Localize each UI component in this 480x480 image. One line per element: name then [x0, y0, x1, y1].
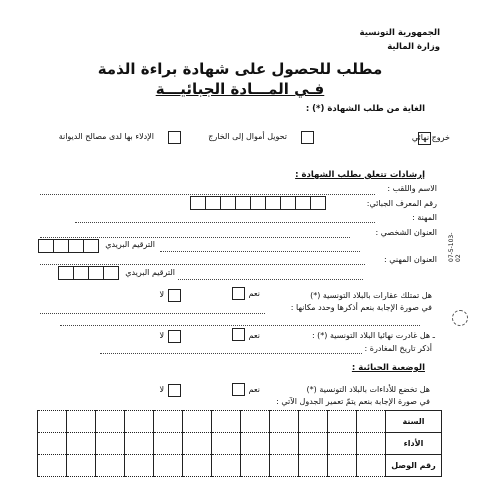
work-address-label: العنوان المهني : [384, 255, 437, 264]
personal-postal-boxes[interactable] [38, 239, 99, 253]
purpose-heading: الغاية من طلب الشهادة (*) : [305, 104, 425, 114]
applicant-heading: إرشادات تتعلق بطلب الشهادة : [295, 170, 425, 180]
stamp-icon [452, 310, 468, 326]
tax-yes-label: نعم [248, 385, 260, 394]
purpose-customs-checkbox[interactable] [168, 131, 181, 144]
row-header-year: السنة [386, 411, 442, 433]
left-no-checkbox[interactable] [168, 330, 181, 343]
table-row [38, 411, 442, 433]
name-field[interactable] [40, 194, 375, 195]
table-row [38, 433, 442, 455]
property-yes-label: نعم [248, 289, 260, 298]
work-postal-label: الترقيم البريدي [125, 268, 175, 277]
left-yes-label: نعم [248, 331, 260, 340]
ministry-name: وزارة المالية [387, 42, 440, 52]
purpose-customs-label: الإدلاء بها لدى مصالح الديوانة [58, 132, 154, 141]
left-yes-checkbox[interactable] [232, 328, 245, 341]
property-yes-checkbox[interactable] [232, 287, 245, 300]
personal-address-label: العنوان الشخصي : [375, 228, 437, 237]
table-note: في صورة الإجابة بنعم يتمّ تعمير الجدول الآتي : [276, 397, 430, 406]
tax-table [37, 410, 442, 477]
table-row [38, 455, 442, 477]
departure-date-field[interactable] [100, 353, 362, 354]
form-subtitle: فـي المـــادة الجبائيـــة [155, 80, 325, 98]
property-detail-field[interactable] [40, 313, 265, 314]
personal-postal-label: الترقيم البريدي [105, 240, 155, 249]
purpose-final-exit-label: خروج نهائي [411, 133, 450, 142]
name-label: الاسم واللقب : [387, 184, 437, 193]
property-detail-field-2[interactable] [60, 325, 420, 326]
work-postal-line[interactable] [178, 279, 363, 280]
purpose-transfer-checkbox[interactable] [301, 131, 314, 144]
row-header-tax: الأداء [386, 433, 442, 455]
row-header-receipt: رقم الوصل [386, 455, 442, 477]
work-postal-boxes[interactable] [58, 266, 119, 280]
form-code: 07-5-103-02 [448, 232, 462, 262]
property-question: هل تمتلك عقارات بالبلاد التونسية (*) [310, 291, 432, 300]
profession-label: المهنة : [412, 213, 437, 222]
tax-no-label: لا [159, 385, 164, 394]
purpose-transfer-label: تحويل أموال إلى الخارج [208, 132, 287, 141]
tax-yes-checkbox[interactable] [232, 383, 245, 396]
property-no-checkbox[interactable] [168, 289, 181, 302]
departure-date-label: أذكر تاريخ المغادرة : [364, 344, 432, 353]
left-country-question: ـ هل غادرت نهائيا البلاد التونسية (*) : [311, 331, 435, 340]
property-detail-label: في صورة الإجابة بنعم أذكرها وحدد مكانها : [290, 303, 432, 312]
tax-id-boxes[interactable] [190, 196, 326, 210]
tax-subject-question: هل تخضع للأداءات بالبلاد التونسية (*) [306, 385, 430, 394]
profession-field[interactable] [75, 222, 375, 223]
tax-status-heading: الوضعية الجبائية : [351, 363, 425, 373]
left-no-label: لا [159, 331, 164, 340]
personal-postal-line[interactable] [160, 251, 360, 252]
property-no-label: لا [159, 290, 164, 299]
form-title: مطلب للحصول على شهادة براءة الذمة [97, 60, 383, 78]
personal-address-field[interactable] [40, 237, 350, 238]
tax-id-label: رقم المعرف الجبائي: [366, 199, 437, 208]
work-address-field[interactable] [40, 264, 365, 265]
country-name: الجمهورية التونسية [359, 28, 440, 38]
tax-no-checkbox[interactable] [168, 384, 181, 397]
